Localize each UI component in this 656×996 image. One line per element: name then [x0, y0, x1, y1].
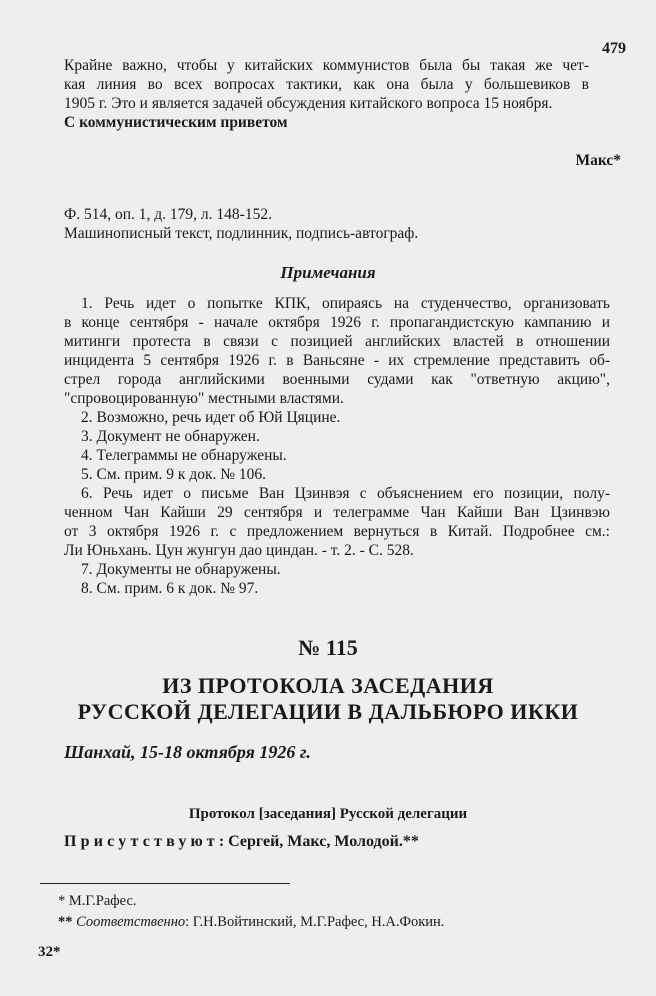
document-place-date: Шанхай, 15-18 октября 1926 г. — [64, 742, 311, 762]
note-2: 2. Возможно, речь идет об Юй Цяцине. — [81, 409, 341, 426]
note-5: 5. См. прим. 9 к док. № 106. — [81, 466, 267, 483]
note-1-line: 1. Речь идет о попытке КПК, опираясь на студенчество, организовать — [81, 295, 610, 312]
letter-text-line: Крайне важно, чтобы у китайских коммунистов была бы такая же чет- — [64, 57, 589, 74]
note-1-line: "спровоцированную" местными властями. — [64, 390, 344, 407]
footnote-divider — [40, 883, 290, 884]
attendance-label: Присутствуют — [64, 833, 219, 850]
letter-text-line: кая линия во всех вопросах тактики, как она была у большевиков в — [64, 76, 589, 93]
note-6-line: от 3 октября 1926 г. с предложением вернуться в Китай. Подробнее см.: — [64, 523, 610, 540]
sheet-signature-mark: 32* — [38, 944, 61, 960]
note-1-line: в конце сентября - начале октября 1926 г. пропагандистскую кампанию и — [64, 314, 610, 331]
note-4: 4. Телеграммы не обнаружены. — [81, 447, 287, 464]
footnote-1-marker: * — [58, 893, 66, 909]
notes-heading: Примечания — [280, 263, 376, 282]
note-6-line: Ли Юньхань. Цун жунгун дао циндан. - т. 2. - С. 528. — [64, 542, 414, 559]
note-3: 3. Документ не обнаружен. — [81, 428, 260, 445]
note-6-line: ченном Чан Кайши 29 сентября и телеграмме Чан Кайши Ван Цзинвэю — [64, 504, 610, 521]
note-1-line: инцидента 5 сентября 1926 г. в Ваньсяне - их стремление представить об- — [64, 352, 610, 369]
document-title-line-1: ИЗ ПРОТОКОЛА ЗАСЕДАНИЯ — [162, 673, 494, 698]
footnote-2-marker: ** — [58, 914, 73, 930]
footnote-1-text: М.Г.Рафес. — [68, 893, 137, 909]
note-1-line: митинги протеста в связи с позицией английских властей в отношении — [64, 333, 610, 350]
note-6-line: 6. Речь идет о письме Ван Цзинвэя с объяснением его позиции, полу- — [81, 485, 610, 502]
footnote-2 — [58, 914, 444, 931]
letter-text-line: 1905 г. Это и является задачей обсуждения китайского вопроса 15 ноября. — [64, 95, 553, 112]
document-number: № 115 — [298, 635, 358, 660]
letter-salutation: С коммунистическим приветом — [64, 114, 288, 131]
page-number: 479 — [602, 40, 626, 57]
footnote-2-label: Соответственно — [76, 914, 186, 930]
archive-reference-description: Машинописный текст, подлинник, подпись-автограф. — [64, 225, 419, 242]
note-8: 8. См. прим. 6 к док. № 97. — [81, 580, 259, 597]
footnote-1 — [58, 893, 137, 910]
note-7: 7. Документы не обнаружены. — [81, 561, 281, 578]
note-1-line: стрел города английскими военными судами как "ответную акцию", — [64, 371, 610, 388]
footnote-2-text: : Г.Н.Войтинский, М.Г.Рафес, Н.А.Фокин. — [185, 914, 445, 930]
document-title-line-2: РУССКОЙ ДЕЛЕГАЦИИ В ДАЛЬБЮРО ИККИ — [77, 699, 579, 724]
protocol-heading: Протокол [заседания] Русской делегации — [188, 806, 468, 822]
letter-signature: Макс* — [575, 152, 621, 169]
attendance-line — [64, 833, 419, 851]
archive-reference-fond: Ф. 514, оп. 1, д. 179, л. 148-152. — [64, 206, 272, 223]
attendance-names: : Сергей, Макс, Молодой.** — [218, 833, 419, 850]
